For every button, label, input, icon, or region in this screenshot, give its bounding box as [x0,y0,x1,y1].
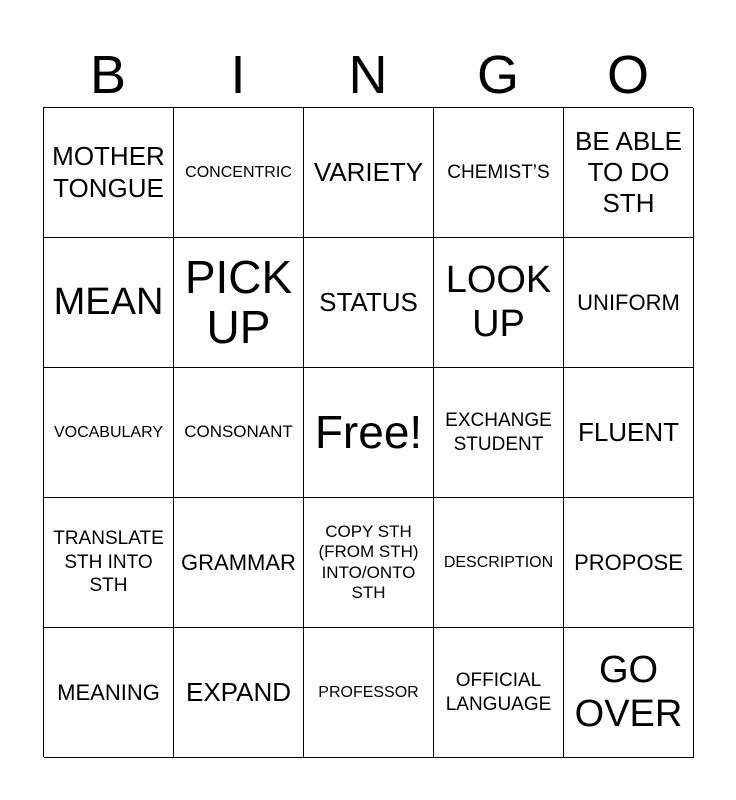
bingo-cell[interactable] [174,108,304,238]
bingo-cell[interactable] [174,498,304,628]
cell-label: MEANING [57,679,160,705]
bingo-cell[interactable] [44,108,174,238]
bingo-cell[interactable] [304,628,434,758]
bingo-cell[interactable] [174,628,304,758]
bingo-cell[interactable] [44,238,174,368]
free-space-label: Free! [314,405,423,458]
bingo-cell[interactable] [434,498,564,628]
cell-label: EXCHANGE STUDENT [445,409,552,455]
bingo-cell[interactable] [174,368,304,498]
cell-label: FLUENT [577,416,680,447]
header-letter-o: O [606,45,649,105]
bingo-cell[interactable] [304,498,434,628]
bingo-cell[interactable] [304,108,434,238]
cell-label: OFFICIAL LANGUAGE [445,669,552,715]
cell-label: MOTHER TONGUE [52,141,165,203]
cell-label: TRANSLATE STH INTO STH [53,527,164,597]
cell-label: CONSONANT [184,422,293,442]
cell-label: STATUS [319,286,418,317]
cell-label: DESCRIPTION [443,553,554,571]
bingo-cell[interactable] [44,368,174,498]
bingo-cell[interactable] [304,238,434,368]
cell-label: CONCENTRIC [185,163,292,181]
cell-label: PROFESSOR [318,683,419,701]
cell-label: PICK UP [184,250,293,353]
bingo-cell[interactable] [434,108,564,238]
bingo-cell[interactable] [564,368,694,498]
bingo-header [43,42,693,108]
cell-label: VARIETY [313,156,424,187]
header-letter-g: G [476,45,519,105]
cell-label: BE ABLE TO DO STH [575,125,682,219]
cell-label: COPY STH (FROM STH) INTO/ONTO STH [318,521,419,602]
bingo-cell[interactable] [174,238,304,368]
bingo-cell[interactable] [564,108,694,238]
cell-label: MEAN [53,280,164,323]
bingo-cell[interactable] [44,498,174,628]
cell-label: PROPOSE [574,549,683,575]
bingo-cell[interactable] [564,238,694,368]
bingo-cell[interactable] [434,238,564,368]
bingo-grid [43,107,693,757]
bingo-cell[interactable] [564,498,694,628]
cell-label: UNIFORM [577,289,680,315]
cell-label: GO OVER [574,648,683,735]
free-space-cell[interactable] [304,368,434,498]
bingo-cell[interactable] [434,368,564,498]
bingo-cell[interactable] [44,628,174,758]
cell-label: CHEMIST’S [447,161,550,183]
cell-label: EXPAND [186,676,291,707]
header-letter-b: B [89,45,127,105]
header-letter-i: I [230,45,246,105]
header-letter-n: N [348,45,388,105]
cell-label: GRAMMAR [181,549,296,575]
cell-label: LOOK UP [445,258,552,345]
cell-label: VOCABULARY [53,423,164,441]
bingo-cell[interactable] [564,628,694,758]
bingo-cell[interactable] [434,628,564,758]
